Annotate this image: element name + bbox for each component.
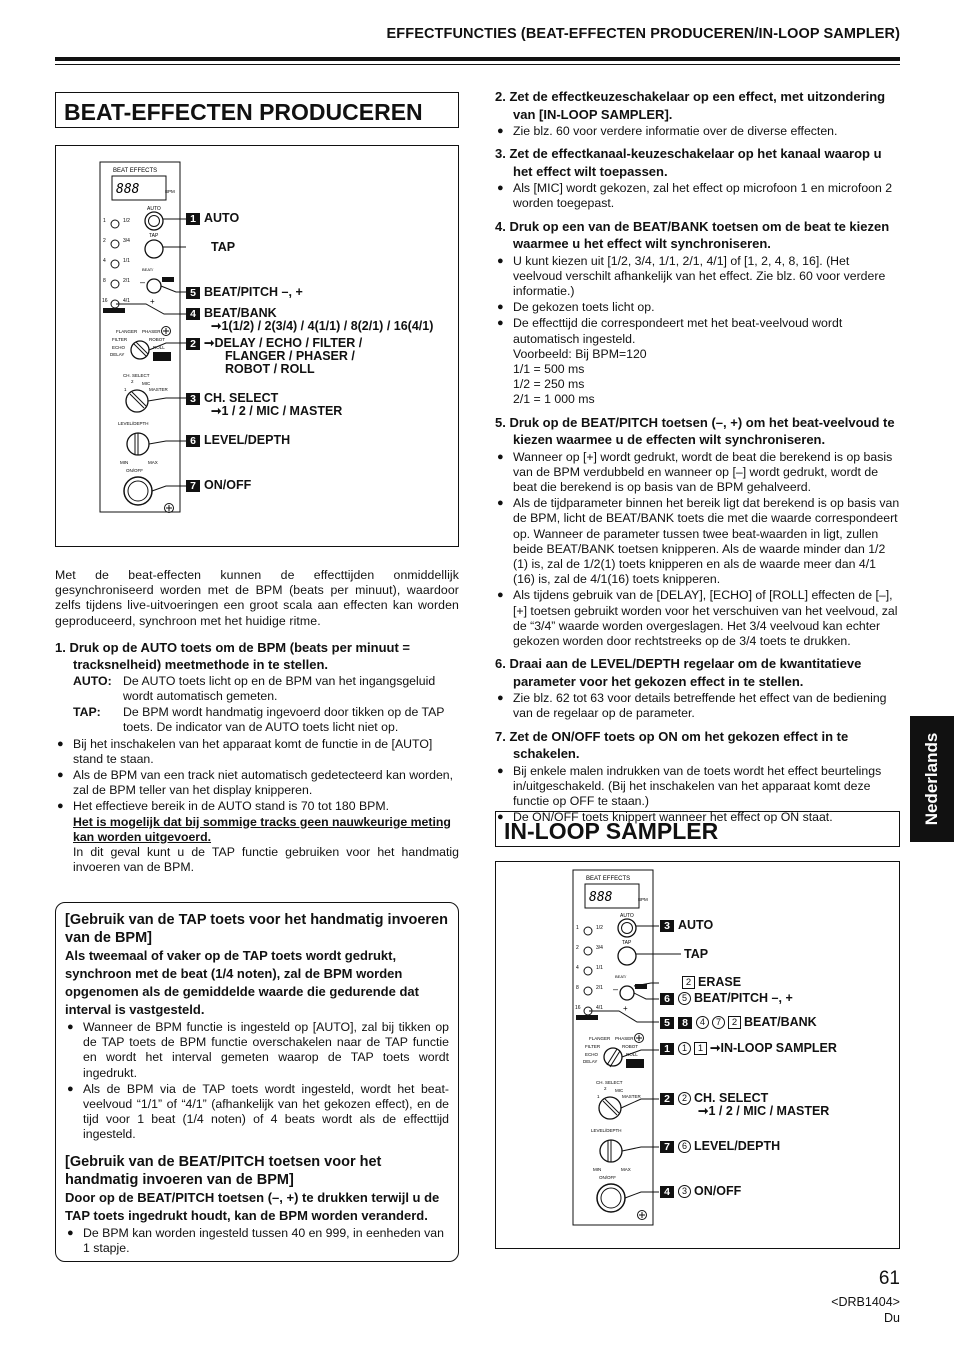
tap-box-bullet: ● Wanneer de BPM functie is ingesteld op [AUTO], zal bij tikken op de TAP toets de BPM functie overschakelen naar de TAP functie en wordt het interval gemeten waarop de TAP toets wordt ingedrukt. [65, 1020, 449, 1081]
sampler-callout-erase: 2 ERASE [682, 976, 741, 989]
svg-text:BEAT EFFECTS: BEAT EFFECTS [586, 876, 631, 882]
callout-auto: 1 AUTO [186, 212, 239, 225]
in-loop-sampler-figure [495, 861, 900, 1249]
svg-text:2: 2 [131, 379, 134, 384]
svg-text:ON/OFF: ON/OFF [599, 1175, 616, 1180]
step-7-bullet: ● De ON/OFF toets knippert wanneer het effect op ON staat. [495, 810, 900, 825]
svg-text:888: 888 [589, 890, 613, 905]
sampler-callout-beat-pitch: 6 5 BEAT/PITCH –, + [660, 992, 793, 1005]
svg-text:16: 16 [102, 298, 108, 304]
svg-text:MIC: MIC [142, 381, 151, 386]
svg-text:2/1: 2/1 [596, 985, 603, 991]
step-1-bullet: ● Bij het inschakelen van het apparaat komt de functie in de [AUTO] stand te staan. [55, 737, 459, 767]
section-title-in-loop-sampler: IN-LOOP SAMPLER [495, 811, 900, 847]
step-1-bullet: ● Als de BPM van een track niet automatisch gedetecteerd kan worden, zal de BPM teller van het display knipperen. [55, 768, 459, 798]
intro-paragraph: Met de beat-effecten kunnen de effecttijden onmiddellijk gesynchroniseerd worden met de BPM (beats per minuut), waardoor zelfs tijdens live-uitvoeringen een groot scala aan effecten kan worden geproduceerd, synchroon met het huidige ritme. [55, 568, 459, 628]
sampler-callout-tap: TAP [684, 947, 709, 961]
callout-tap: TAP [211, 240, 236, 254]
svg-text:1/2: 1/2 [123, 218, 130, 224]
svg-text:3/4: 3/4 [596, 945, 603, 951]
step-1-definitions: AUTO: De AUTO toets licht op en de BPM van het ingangsgeluid wordt automatisch gemeten. TAP: De BPM wordt handmatig ingevoerd door tikken op de TAP toets. De indicator van de AUTO toets licht niet op. [73, 673, 445, 735]
svg-text:4: 4 [103, 258, 106, 264]
step-4-example: 1/1 = 500 ms [513, 362, 585, 377]
svg-text:4/1: 4/1 [123, 298, 130, 304]
svg-text:1/1: 1/1 [596, 965, 603, 971]
svg-text:3/4: 3/4 [123, 238, 130, 244]
step-2-title: 2. Zet de effectkeuzeschakelaar op een effect, met uitzondering van [IN-LOOP SAMPLER]. [495, 89, 886, 122]
svg-text:TAP: TAP [622, 940, 632, 946]
page-number: 61 [878, 1268, 900, 1289]
step-4-example: 1/2 = 250 ms [513, 377, 585, 392]
svg-text:2: 2 [576, 945, 579, 951]
left-column [55, 568, 459, 875]
svg-text:FILTER: FILTER [585, 1044, 601, 1049]
step-4-title: 4. Druk op een van de BEAT/BANK toetsen om de beat te kiezen waarmee u het effect wilt synchroniseren. [495, 218, 890, 252]
tap-small-label: TAP [149, 233, 159, 239]
svg-text:CH. SELECT: CH. SELECT [123, 373, 150, 378]
panel-top-label: BEAT EFFECTS [113, 168, 158, 174]
svg-text:ROLL: ROLL [153, 345, 165, 350]
step-4-bullet: ● De effecttijd die correspondeert met het beat-veelvoud wordt automatisch ingesteld. [495, 316, 900, 346]
pitch-box-bullet: ● De BPM kan worden ingesteld tussen 40 en 999, in eenheden van 1 stapje. [65, 1226, 449, 1256]
pitch-box-lead: Door op de BEAT/PITCH toetsen (–, +) te drukken terwijl u de TAP toets ingedrukt houdt, kan de BPM worden veranderd. [65, 1189, 440, 1223]
svg-text:BEAT/: BEAT/ [615, 974, 627, 979]
svg-text:DELAY: DELAY [110, 352, 125, 357]
language-side-tab: Nederlands [910, 716, 954, 842]
sampler-callout-ch-select: 2 2 CH. SELECT ➞1 / 2 / MIC / MASTER [660, 1092, 829, 1118]
step-4-example: Voorbeeld: Bij BPM=120 [513, 346, 647, 361]
svg-text:MASTER: MASTER [149, 387, 168, 392]
svg-text:–: – [140, 277, 146, 287]
step-4-bullet: ● U kunt kiezen uit [1/2, 3/4, 1/1, 2/1, 4/1] of [1, 2, 4, 8, 16]. (Het veelvoud verschilt afhankelijk van het effect. Zie blz. 60 voor verdere informatie.) [495, 254, 900, 300]
callout-ch-select: 3 CH. SELECT ➞1 / 2 / MIC / MASTER [186, 392, 342, 418]
svg-text:ROBOT: ROBOT [622, 1044, 639, 1049]
step-5-bullet: ● Als tijdens gebruik van de [DELAY], [ECHO] of [ROLL] effecten de [–], [+] toetsen gebruikt worden voor het verschuiven van het veelvoud, zal de “3/4” waarde worden overgeslagen. Het 3/4 veelvoud kan echter gekozen worden door rechtstreeks op de 3/4 toets te drukken. [495, 588, 900, 649]
svg-text:16: 16 [575, 1005, 581, 1011]
step-6-bullet: ● Zie blz. 62 tot 63 voor details betreffende het effect van de bediening van de regelaar op de parameter. [495, 691, 900, 721]
svg-text:PHASER: PHASER [142, 329, 161, 334]
svg-text:1: 1 [597, 1094, 600, 1099]
svg-text:FILTER: FILTER [112, 337, 128, 342]
svg-text:PHASER: PHASER [615, 1036, 634, 1041]
callout-effect-select: 2 ➞DELAY / ECHO / FILTER / FLANGER / PHASER / ROBOT / ROLL [186, 337, 362, 376]
section-title-beat-effects: BEAT-EFFECTEN PRODUCEREN [55, 92, 459, 128]
svg-text:1: 1 [124, 387, 127, 392]
step-6-title: 6. Draai aan de LEVEL/DEPTH regelaar om de kwantitatieve parameter voor het gekozen effect in te stellen. [495, 656, 862, 689]
step-1-warning: Het is mogelijk dat bij sommige tracks geen nauwkeurige meting kan worden uitgevoerd. [73, 814, 451, 844]
pitch-box-heading: [Gebruik van de BEAT/PITCH toetsen voor het handmatig invoeren van de BPM] [65, 1153, 382, 1188]
bpm-label: BPM [165, 189, 175, 194]
svg-text:8: 8 [576, 985, 579, 991]
step-4-example: 2/1 = 1 000 ms [513, 392, 595, 407]
step-7-bullet: ● Bij enkele malen indrukken van de toets wordt het effect beurtelings in/uitgeschakeld. (Bij het inschakelen van het apparaat komt deze functie op OFF te staan.) [495, 764, 900, 810]
svg-text:DELAY: DELAY [583, 1059, 598, 1064]
step-3-bullet: ● Als [MIC] wordt gekozen, zal het effect op microfoon 1 en microfoon 2 worden toegepast. [495, 181, 900, 211]
svg-text:+: + [623, 1004, 628, 1013]
sampler-callout-in-loop: 1 1 1 ➞IN-LOOP SAMPLER [660, 1042, 837, 1055]
step-5-title: 5. Druk op de BEAT/PITCH toetsen (–, +) om het beat-veelvoud te kiezen waarmee u de effecten wilt synchroniseren. [495, 414, 895, 448]
svg-text:ROLL: ROLL [626, 1052, 638, 1057]
svg-text:CH. SELECT: CH. SELECT [596, 1080, 623, 1085]
auto-small-label: AUTO [147, 206, 161, 212]
bpm-display: 888 [116, 182, 140, 197]
svg-text:MIC: MIC [615, 1088, 624, 1093]
step-2-bullet: ● Zie blz. 60 voor verdere informatie over de diverse effecten. [495, 124, 900, 139]
sampler-callout-level-depth: 7 6 LEVEL/DEPTH [660, 1140, 780, 1153]
step-5-bullet: ● Als de tijdparameter binnen het bereik ligt dat berekend is op basis van de BPM, licht de BEAT/BANK toets die met die waarde correspondeert op. Wanneer de parameter tussen twee beat-waarden in ligt, zullen beide BEAT/BANK toetsen knipperen. Als de waarde minder dan 1/2 (1) is, zal de 1/2(1) toets knipperen en als de waarde meer dan 4/1 (16) is, zal de 4/1(16) toets knipperen. [495, 496, 900, 587]
header-rule-thin [55, 64, 900, 65]
svg-text:LEVEL/DEPTH: LEVEL/DEPTH [118, 421, 149, 426]
svg-text:BEAT/: BEAT/ [142, 267, 154, 272]
tap-box-bullet: ● Als de BPM via de TAP toets wordt ingesteld, wordt het beat-veelvoud “1/1” of “4/1” (afhankelijk van het gekozen effect), en de tijd voor 1 beat (1/4 noten) of 4 beats wordt als de effecttijd ingesteld. [65, 1082, 449, 1143]
sampler-callout-auto: 3 AUTO [660, 919, 713, 932]
step-1-bullet: ● Het effectieve bereik in de AUTO stand is 70 tot 180 BPM. [55, 799, 459, 814]
svg-text:ON/OFF: ON/OFF [126, 468, 143, 473]
svg-text:2/1: 2/1 [123, 278, 130, 284]
svg-text:ECHO: ECHO [585, 1052, 599, 1057]
step-1-extra: In dit geval kunt u de TAP functie gebruiken voor het handmatig invoeren van de BPM. [73, 845, 459, 875]
sampler-callout-on-off: 4 3 ON/OFF [660, 1185, 741, 1198]
svg-text:MIN: MIN [120, 460, 129, 465]
step-7-title: 7. Zet de ON/OFF toets op ON om het gekozen effect in te schakelen. [495, 728, 849, 762]
svg-text:BPM: BPM [638, 897, 648, 902]
svg-text:ROBOT: ROBOT [149, 337, 166, 342]
svg-text:1: 1 [576, 925, 579, 931]
callout-level-depth: 6 LEVEL/DEPTH [186, 434, 290, 447]
tap-box-lead: Als tweemaal of vaker op de TAP toets wordt gedrukt, synchroon met de beat (1/4 noten), zal de BPM worden opgenomen als de gemiddelde waarde die gedurende dat interval is vastgesteld. [65, 948, 419, 1017]
callout-beat-bank: 4 BEAT/BANK ➞1(1/2) / 2(3/4) / 4(1/1) / 8(2/1) / 16(4/1) [186, 307, 433, 333]
callout-on-off: 7 ON/OFF [186, 479, 251, 492]
svg-text:–: – [613, 984, 619, 994]
tap-info-box [55, 902, 459, 1262]
step-1-title: 1. Druk op de AUTO toets om de BPM (beats per minuut = tracksnelheid) meetmethode in te stellen. [55, 639, 411, 673]
svg-text:MIN: MIN [593, 1167, 602, 1172]
right-column [495, 84, 900, 826]
callout-beat-pitch: 5 BEAT/PITCH –, + [186, 286, 303, 299]
step-5-bullet: ● Wanneer op [+] wordt gedrukt, wordt de beat die berekend is op basis van de BPM verdubbeld en wanneer op [–] wordt gedrukt, wordt de beat die berekend is op basis van de BPM gehalveerd. [495, 450, 900, 496]
svg-text:2: 2 [103, 238, 106, 244]
svg-text:FLANGER: FLANGER [589, 1036, 611, 1041]
sampler-callout-beat-bank: 5 8 4 7 2 BEAT/BANK [660, 1016, 817, 1029]
step-4-bullet: ● De gekozen toets licht op. [495, 300, 900, 315]
svg-text:LEVEL/DEPTH: LEVEL/DEPTH [591, 1128, 622, 1133]
svg-text:4: 4 [576, 965, 579, 971]
svg-text:MASTER: MASTER [622, 1094, 641, 1099]
svg-text:MAX: MAX [621, 1167, 631, 1172]
page-code: <DRB1404> Du [831, 1295, 900, 1325]
svg-text:1/2: 1/2 [596, 925, 603, 931]
svg-text:2: 2 [604, 1086, 607, 1091]
svg-text:ECHO: ECHO [112, 345, 126, 350]
svg-text:1: 1 [103, 218, 106, 224]
svg-text:AUTO: AUTO [620, 913, 634, 919]
beat-effects-figure [55, 145, 459, 547]
step-3-title: 3. Zet de effectkanaal-keuzeschakelaar op het kanaal waarop u het effect wilt toepassen. [495, 146, 882, 179]
svg-text:MAX: MAX [148, 460, 158, 465]
svg-text:4/1: 4/1 [596, 1005, 603, 1011]
svg-text:+: + [150, 297, 155, 306]
tap-box-heading: [Gebruik van de TAP toets voor het handmatig invoeren van de BPM] [65, 912, 448, 946]
page-header: EFFECTFUNCTIES (BEAT-EFFECTEN PRODUCEREN/IN-LOOP SAMPLER) [386, 26, 900, 42]
header-rule [55, 57, 900, 61]
svg-text:FLANGER: FLANGER [116, 329, 138, 334]
svg-text:1/1: 1/1 [123, 258, 130, 264]
svg-text:8: 8 [103, 278, 106, 284]
